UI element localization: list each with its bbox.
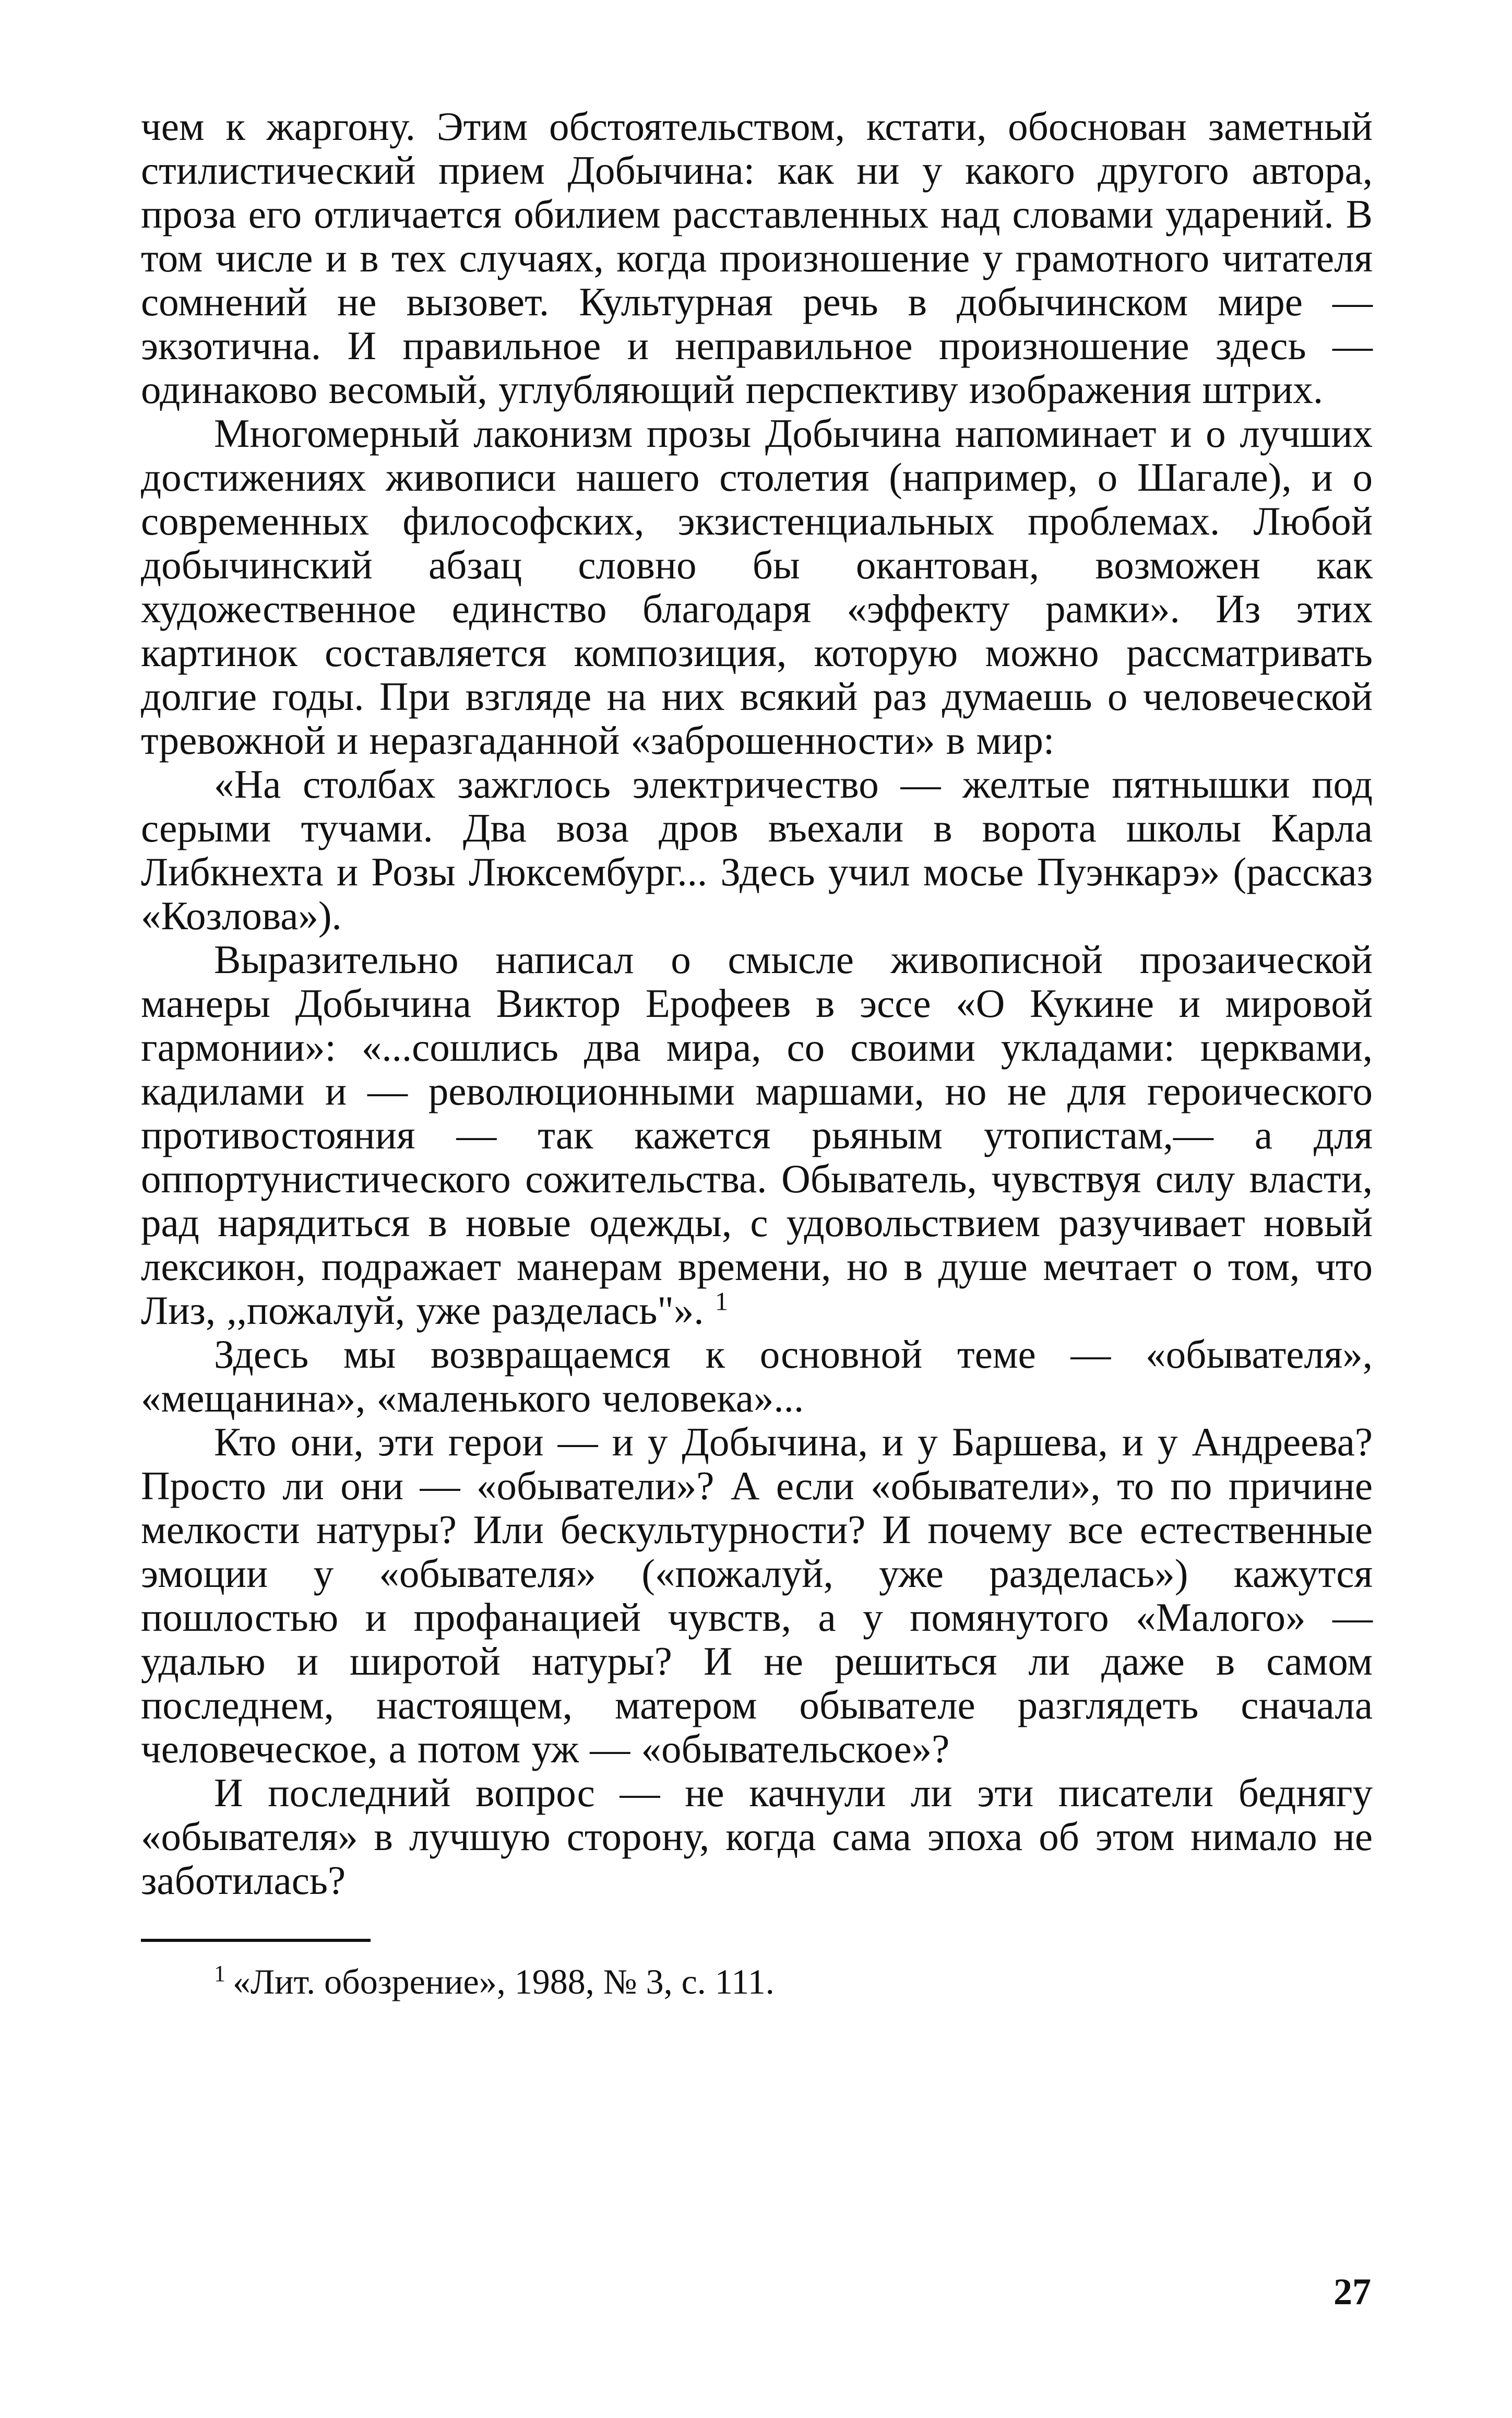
page-number: 27 — [1334, 2271, 1371, 2313]
paragraph-2: Многомерный лаконизм прозы Добычина напоминает и о лучших достижениях живописи нашего столетия (например, о Шагале), и о современных философских, экзистенциальных проблемах. Любой добычинский абзац словно бы окантован, возможен как художественное единство благодаря «эффекту рамки». Из этих картинок составляется композиция, которую можно рассматривать долгие годы. При взгляде на них всякий раз думаешь о человеческой тревожной и неразгаданной «заброшенности» в мир: — [141, 411, 1373, 763]
footnote — [141, 1961, 1373, 2002]
footnote-divider — [141, 1939, 371, 1942]
paragraph-last-question: И последний вопрос — не качнули ли эти писатели беднягу «обывателя» в лучшую сторону, когда сама эпоха об этом нимало не заботилась? — [141, 1770, 1373, 1903]
paragraph-theme: Здесь мы возвращаемся к основной теме — «обывателя», «мещанина», «маленького человека»... — [141, 1332, 1373, 1420]
paragraph-erofeev — [141, 938, 1373, 1332]
paragraph-erofeev-text: Выразительно написал о смысле живописной прозаической манеры Добычина Виктор Ерофеев в эссе «О Кукине и мировой гармонии»: «...сошлись два мира, со своими укладами: церквами, кадилами и — революционными маршами, но не для героического противостояния — так кажется рьяным утопистам,— а для оппортунистического сожительства. Обыватель, чувствуя силу власти, рад нарядиться в новые одежды, с удовольствием разучивает новый лексикон, подражает манерам времени, но в душе мечтает о том, что Лиз, ,,пожалуй, уже разделась"». — [141, 937, 1373, 1333]
footnote-marker: 1 — [214, 1961, 225, 1987]
footnote-reference: 1 — [715, 1286, 728, 1316]
paragraph-1: чем к жаргону. Этим обстоятельством, кстати, обоснован заметный стилистический прием Добычина: как ни у какого другого автора, проза его отличается обилием расставленных над словами ударений. В том числе и в тех случаях, когда произношение у грамотного читателя сомнений не вызовет. Культурная речь в добычинском мире — экзотична. И правильное и неправильное произношение здесь — одинаково весомый, углубляющий перспективу изображения штрих. — [141, 104, 1373, 412]
footnote-text: «Лит. обозрение», 1988, № 3, с. 111. — [233, 1962, 775, 2001]
paragraph-questions: Кто они, эти герои — и у Добычина, и у Баршева, и у Андреева? Просто ли они — «обыватели»? А если «обыватели», то по причине мелкости натуры? Или бескультурности? И почему все естественные эмоции у «обывателя» («пожалуй, уже разделась») кажутся пошлостью и профанацией чувств, а у помянутого «Малого» — удалью и широтой натуры? И не решиться ли даже в самом последнем, настоящем, матером обывателе разглядеть сначала человеческое, а потом уж — «обывательское»? — [141, 1419, 1373, 1771]
paragraph-quote-kozlova: «На столбах зажглось электричество — желтые пятнышки под серыми тучами. Два воза дров въехали в ворота школы Карла Либкнехта и Розы Люксембург... Здесь учил мосье Пуэнкарэ» (рассказ «Козлова»). — [141, 762, 1373, 938]
page-body — [141, 104, 1373, 2002]
